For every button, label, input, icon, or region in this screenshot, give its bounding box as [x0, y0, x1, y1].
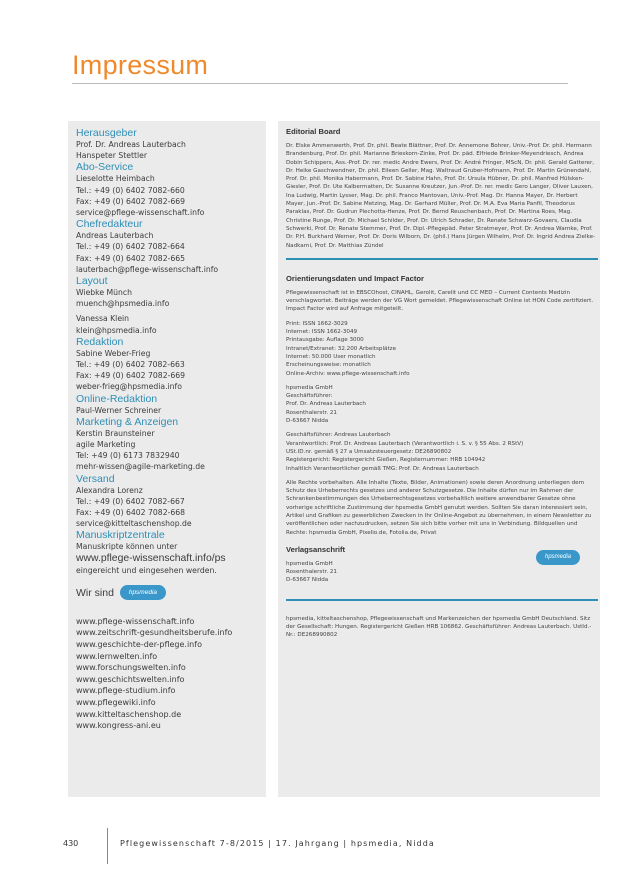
manuskript-line: Manuskripte können unter [76, 542, 178, 552]
online-section [76, 393, 264, 416]
website-link[interactable]: www.geschichte-der-pflege.info [76, 640, 202, 650]
company-line: Rosenthalerstr. 21 [286, 409, 337, 416]
redaktion-heading: Redaktion [76, 335, 124, 348]
stat-line: Erscheinungsweise: monatlich [286, 362, 371, 369]
layout-email-link[interactable]: muench@hpsmedia.info [76, 299, 170, 309]
chefredakteur-line: Tel.: +49 (0) 6402 7082-664 [76, 242, 185, 252]
orientation-heading: Orientierungsdaten und Impact Factor [286, 273, 424, 283]
legal-line: Geschäftsführer: Andreas Lauterbach [286, 432, 391, 439]
abo-email-link[interactable]: service@pflege-wissenschaft.info [76, 208, 205, 218]
abo-line: Tel.: +49 (0) 6402 7082-660 [76, 185, 185, 195]
herausgeber-line: Prof. Dr. Andreas Lauterbach [76, 140, 186, 149]
layout-heading: Layout [76, 275, 108, 288]
contacts-panel [68, 121, 266, 797]
marketing-email-link[interactable]: mehr-wissen@agile-marketing.de [76, 462, 205, 472]
redaktion-line: Fax: +49 (0) 6402 7082-669 [76, 371, 186, 381]
wir-sind-label: Wir sind [76, 586, 114, 599]
hpsmedia-logo: hpsmedia [536, 550, 580, 565]
company-line: Prof. Dr. Andreas Lauterbach [286, 401, 366, 408]
websites-list [76, 616, 264, 732]
redaktion-line: Tel.: +49 (0) 6402 7082-663 [76, 360, 185, 370]
redaktion-line: Sabine Weber-Frieg [76, 348, 151, 358]
herausgeber-line: Hanspeter Stettler [76, 151, 148, 161]
marketing-line: agile Marketing [76, 440, 136, 450]
section-divider [286, 258, 598, 260]
versand-heading: Versand [76, 472, 115, 485]
legal-block [286, 431, 598, 472]
legal-line: USt.ID.nr. gemäß § 27 a Umsatzsteuergesetz: DE26890802 [286, 448, 452, 455]
orientation-text: Pflegewissenschaft ist in EBSCOhost, CINAHL, Gerolit, Carelit und CC MED – Current Contents Medizin verschlagwortet. Beiträge werden der VG Wort gemeldet. Pflegewissenschaft Online ist HON Code zertifiziert. Impact Factor wird auf Anfrage mitgeteilt. [286, 289, 594, 313]
stat-line: Internet: ISSN 1662-3049 [286, 329, 358, 336]
website-link[interactable]: www.kitteltaschenshop.de [76, 709, 182, 719]
stat-line: Online-Archiv: www.pflege-wissenschaft.info [286, 370, 410, 377]
website-link[interactable]: www.lernwelten.info [76, 651, 158, 661]
section-divider [286, 599, 598, 601]
website-link[interactable]: www.zeitschrift-gesundheitsberufe.info [76, 628, 233, 638]
online-heading: Online-Redaktion [76, 392, 158, 405]
marketing-line: Tel: +49 (0) 6173 7832940 [76, 451, 180, 461]
legal-line: Inhaltlich Verantwortlicher gemäß TMG: Prof. Dr. Andreas Lauterbach [286, 465, 479, 472]
layout-email-link[interactable]: klein@hpsmedia.info [76, 325, 157, 335]
marketing-section [76, 416, 264, 473]
legal-line: Registergericht: Registergericht Gießen, Registernummer: HRB 104942 [286, 457, 486, 464]
manuskript-heading: Manuskriptzentrale [76, 529, 165, 542]
chefredakteur-email-link[interactable]: lauterbach@pflege-wissenschaft.info [76, 264, 219, 274]
wir-sind-row [76, 582, 264, 604]
hpsmedia-logo: hpsmedia [120, 585, 166, 600]
website-link[interactable]: www.geschichtswelten.info [76, 674, 185, 684]
manuskript-section [76, 529, 264, 575]
redaktion-section [76, 336, 264, 393]
versand-section [76, 473, 264, 530]
stat-line: Internet: 50.000 User monatlich [286, 353, 376, 360]
company-line: Geschäftsführer: [286, 393, 333, 400]
abo-line: Fax: +49 (0) 6402 7082-669 [76, 196, 186, 206]
stats-block [286, 320, 598, 378]
marketing-line: Kerstin Braunsteiner [76, 428, 155, 438]
stat-line: Intranet/Extranet: 32.200 Arbeitsplätze [286, 345, 397, 352]
versand-line: Fax: +49 (0) 6402 7082-668 [76, 508, 186, 518]
abo-heading: Abo-Service [76, 161, 134, 174]
abo-line: Lieselotte Heimbach [76, 174, 155, 184]
chefredakteur-heading: Chefredakteur [76, 218, 143, 231]
legal-line: Verantwortlich: Prof. Dr. Andreas Lauterbach (Verantwortlich i. S. v. § 55 Abs. 2 RStV) [286, 440, 524, 447]
company-line: hpsmedia GmbH [286, 384, 333, 391]
title-rule [72, 83, 568, 84]
trademark-text: hpsmedia, kitteltaschenshop, Pflegewissenschaft und Markenzeichen der hpsmedia GmbH Deutschland. Sitz der Gesellschaft: Hungen. Registergericht Gießen HRB 106862. Geschäftsführer: Andreas Lauterbach. UstId.-Nr.: DE268990802 [286, 615, 592, 639]
herausgeber-section [76, 127, 264, 161]
redaktion-email-link[interactable]: weber-frieg@hpsmedia.info [76, 382, 182, 392]
footer-publication-info: Pflegewissenschaft 7-8/2015 | 17. Jahrgang | hpsmedia, Nidda [120, 839, 435, 848]
verlag-heading: Verlagsanschrift [286, 544, 346, 554]
rights-text: Alle Rechte vorbehalten. Alle Inhalte (Texte, Bilder, Animationen) sowie deren Anordnung unterliegen dem Schutz des Urheberrechts gesetzes und anderer Schutzgesetze. Die Inhalte dürfen nur im Rahmen der Schrankenbestimmungen des Urheberrechtsgesetzes vorbehaltlich weitere anwendbarer Gesetze ohne vorherige schriftliche Zustimmung der hpsmedia GmbH genutzt werden. Sollten Sie daran interessiert sein, Artikel und Grafiken zu gewerblichen Zwecken in Ihr Online-Angebot zu übernehmen, in einem Newsletter zu veröffentlichen oder nachzudrucken, setzen Sie sich bitte vorher mit uns in Verbindung. Bildquellen und Rechte: hpsmedia GmbH, Pixelio.de, Fotolia.de, Privat [286, 479, 592, 536]
layout-section [76, 275, 264, 336]
verlag-line: Rosenthalerstr. 21 [286, 569, 337, 576]
manuskript-line: eingereicht und eingesehen werden. [76, 565, 217, 575]
page-number: 430 [63, 839, 79, 848]
page-title: Impressum [72, 50, 209, 80]
footer-divider [107, 828, 108, 864]
website-link[interactable]: www.pflege-studium.info [76, 686, 176, 696]
online-line: Paul-Werner Schreiner [76, 405, 162, 415]
company-line: D-63667 Nidda [286, 418, 329, 425]
stat-line: Print: ISSN 1662-3029 [286, 320, 348, 327]
layout-line: Vanessa Klein [76, 314, 130, 324]
herausgeber-heading: Herausgeber [76, 127, 137, 139]
editorial-board-heading: Editorial Board [286, 127, 341, 136]
chefredakteur-line: Andreas Lauterbach [76, 231, 154, 241]
website-link[interactable]: www.forschungswelten.info [76, 663, 186, 673]
website-link[interactable]: www.kongress-ani.eu [76, 721, 161, 731]
versand-line: Alexandra Lorenz [76, 485, 143, 495]
manuskript-url-link[interactable]: www.pflege-wissenschaft.info/ps [76, 552, 226, 564]
verlag-line: hpsmedia GmbH [286, 560, 333, 567]
chefredakteur-line: Fax: +49 (0) 6402 7082-665 [76, 253, 186, 263]
verlag-line: D-63667 Nidda [286, 577, 329, 584]
company-block [286, 384, 598, 425]
layout-line: Wiebke Münch [76, 288, 133, 298]
versand-line: Tel.: +49 (0) 6402 7082-667 [76, 496, 185, 506]
website-link[interactable]: www.pflegewiki.info [76, 698, 156, 708]
stat-line: Printausgabe: Auflage 3000 [286, 337, 364, 344]
marketing-heading: Marketing & Anzeigen [76, 415, 179, 428]
editorial-board-text: Dr. Elske Ammenwerth, Prof. Dr. phil. Beate Blättner, Prof. Dr. Annemone Bohrer, Univ.-Prof. Dr. phil. Hermann Brandenburg, Prof. Dr. phil. Marianne Brieskorn-Zinke, Prof. Dr. päd. Elfriede Brinker-Meyendriesch, Andrea Dobin Schippers, Ass.-Prof. Dr. rer. medic Andre Ewers, Prof. Dr. André Fringer, MScN, Dr. phil. Gerald Gatterer, Dr. Heike Gaschwendner, Dr. phil. Eileen Geller, Mag. Waltraud Gruber-Hofmann, Prof. Dr. Martin Grünendahl, Prof. Dr. phil. Monika Habermann, Prof. Dr. Sabine Hahn, Prof. Dr. Ursula Hübner, Dr. phil. Manfred Hülsken-Giesler, Prof. Dr. Ute Kalbermatten, Dr. Susanne Kreutzer, Jun.-Prof. Dr. rer. medic Gero Langer, Oliver Lauxen, Ina Ludwig, Martin Lysser, Mag. Dr. phil. Franco Mantovan, Univ.-Prof. Mag. Dr. Hanna Mayer, Dr. Herbert Mayer, Jun.-Prof. Dr. Sabine Metzing, Mag. Dr. Gerhard Müller, Prof. Dr. M.A. Eva Maria Panfil, Theodorus Paraklas, Prof. Dr. Gudrun Piechotta-Henze, Prof. Dr. Bernd Reuschenbach, Prof. Dr. Martina Roes, Mag. Christine Runge, Prof. Dr. Michael Schilder, Prof. Dr. Ulrich Schrader, Dr. Renate Schwarz-Govaers, Claudia Schwerki, Prof. Dr. Renate Stemmer, Prof. Dr. Dipl.-Pflegepäd. Peter Stratmeyer, Prof. Dr. Andrea Warnke, Prof. Dr. P.H. Burkhard Werner, Prof. Dr. Doris Wilborn, Dr. (phil.) Hans Jürgen Wilhelm, Prof. Dr. Ingrid Andrea Zielke-Nadkarni, Prof. Dr. Matthias Zündel [286, 143, 596, 249]
verlag-block [286, 553, 598, 585]
chefredakteur-section [76, 218, 264, 275]
publication-info-panel [278, 121, 600, 797]
abo-section [76, 161, 264, 218]
website-link[interactable]: www.pflege-wissenschaft.info [76, 616, 195, 626]
versand-email-link[interactable]: service@kitteltaschenshop.de [76, 519, 192, 529]
